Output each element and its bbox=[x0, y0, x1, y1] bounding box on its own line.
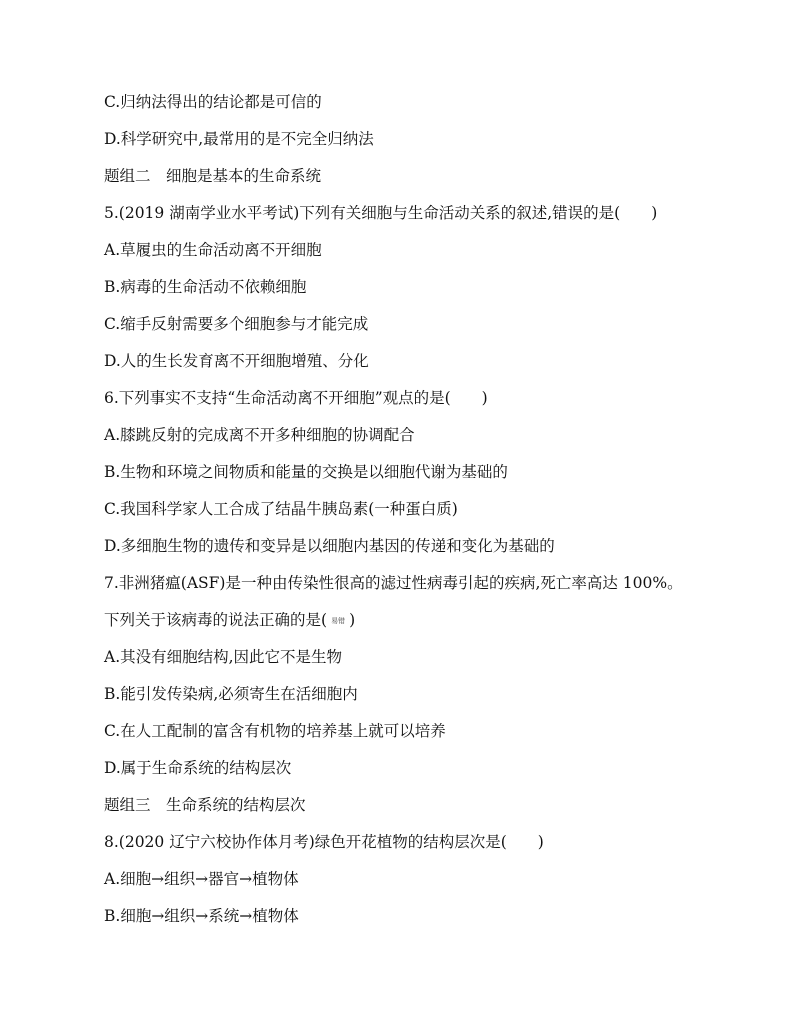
option-d-q5: D.人的生长发育离不开细胞增殖、分化 bbox=[104, 352, 369, 370]
option-c-q5: C.缩手反射需要多个细胞参与才能完成 bbox=[104, 315, 369, 333]
question-7-stem-text: 下列关于该病毒的说法正确的是( bbox=[104, 611, 328, 629]
option-d-q4: D.科学研究中,最常用的是不完全归纳法 bbox=[104, 130, 374, 148]
section-heading-group-3: 题组三 生命系统的结构层次 bbox=[104, 796, 306, 814]
option-a-q8: A.细胞→组织→器官→植物体 bbox=[104, 870, 299, 888]
section-heading-group-2: 题组二 细胞是基本的生命系统 bbox=[104, 167, 322, 185]
option-d-q7: D.属于生命系统的结构层次 bbox=[104, 759, 292, 777]
question-7-stem-close: ) bbox=[349, 611, 356, 629]
option-b-q5: B.病毒的生命活动不依赖细胞 bbox=[104, 278, 307, 296]
option-a-q6: A.膝跳反射的完成离不开多种细胞的协调配合 bbox=[104, 426, 415, 444]
error-prone-tag: 易错 bbox=[331, 617, 346, 625]
question-6: 6.下列事实不支持“生命活动离不开细胞”观点的是( ) bbox=[104, 389, 488, 407]
option-a-q7: A.其没有细胞结构,因此它不是生物 bbox=[104, 648, 343, 666]
option-b-q7: B.能引发传染病,必须寄生在活细胞内 bbox=[104, 685, 358, 703]
option-b-q8: B.细胞→组织→系统→植物体 bbox=[104, 907, 299, 925]
option-d-q6: D.多细胞生物的遗传和变异是以细胞内基因的传递和变化为基础的 bbox=[104, 537, 555, 555]
option-c-q6: C.我国科学家人工合成了结晶牛胰岛素(一种蛋白质) bbox=[104, 500, 458, 518]
question-5: 5.(2019 湖南学业水平考试)下列有关细胞与生命活动关系的叙述,错误的是( ) bbox=[104, 204, 658, 222]
option-b-q6: B.生物和环境之间物质和能量的交换是以细胞代谢为基础的 bbox=[104, 463, 508, 481]
option-a-q5: A.草履虫的生命活动离不开细胞 bbox=[104, 241, 322, 259]
option-c-q4: C.归纳法得出的结论都是可信的 bbox=[104, 93, 322, 111]
question-8: 8.(2020 辽宁六校协作体月考)绿色开花植物的结构层次是( ) bbox=[104, 833, 544, 851]
option-c-q7: C.在人工配制的富含有机物的培养基上就可以培养 bbox=[104, 722, 446, 740]
question-7: 7.非洲猪瘟(ASF)是一种由传染性很高的滤过性病毒引起的疾病,死亡率高达 100%。 bbox=[104, 574, 683, 592]
question-7-stem bbox=[104, 610, 355, 631]
